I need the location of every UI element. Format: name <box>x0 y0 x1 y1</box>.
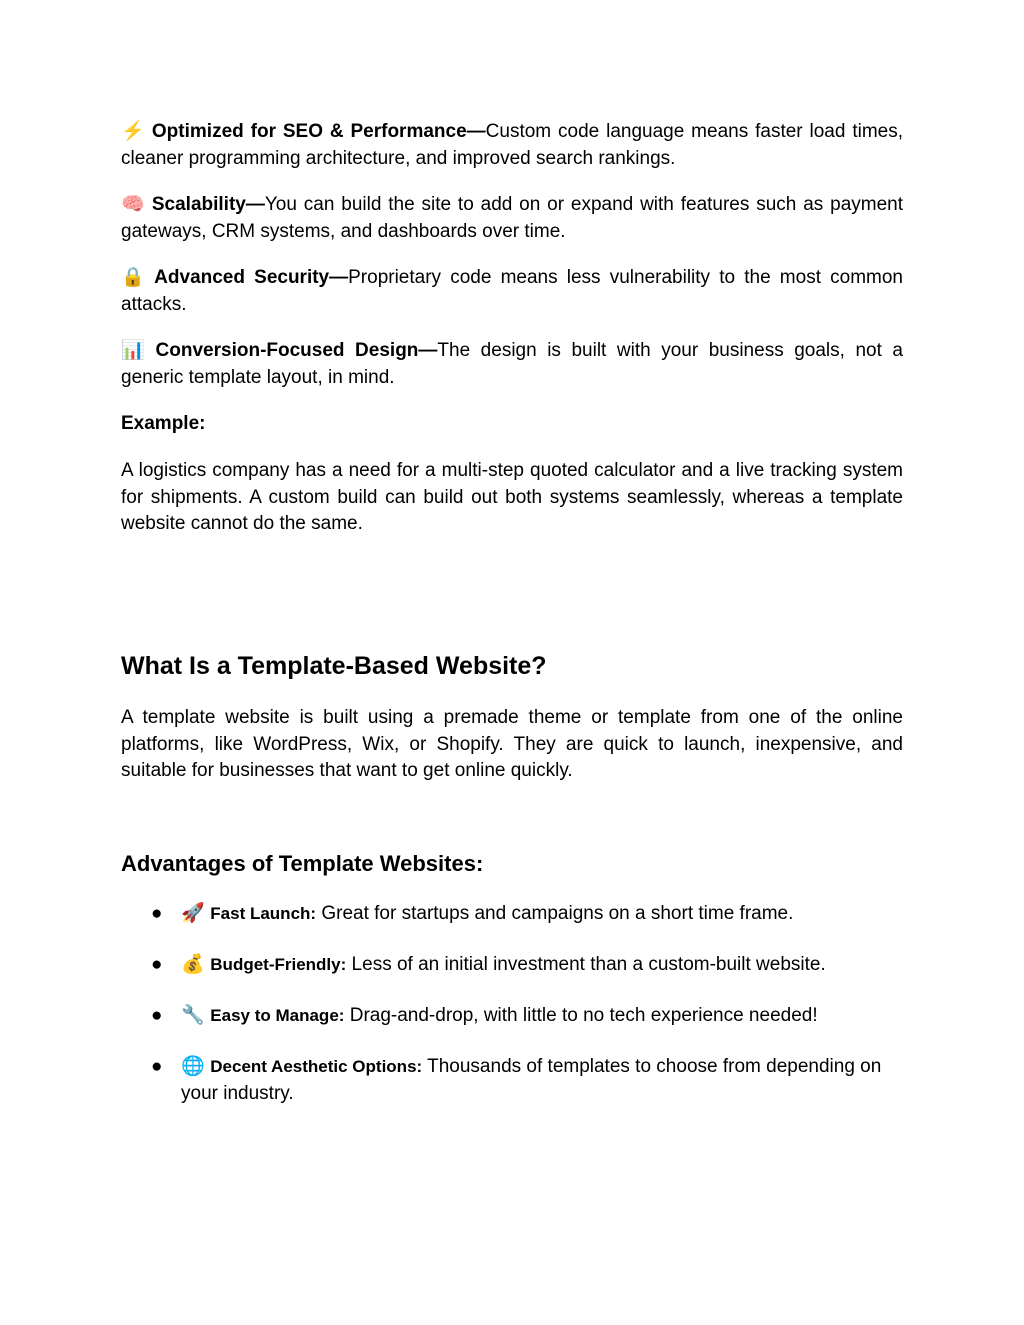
feature-conversion <box>121 338 903 391</box>
rocket-icon: 🚀 <box>181 903 205 924</box>
feature-text: You can build the site to add on or expand with features such as payment gateways, CRM systems, and dashboards over time. <box>121 194 903 242</box>
feature-title: Optimized for SEO & Performance— <box>151 121 486 142</box>
feature-text: Custom code language means faster load times, cleaner programming architecture, and improved search rankings. <box>121 121 904 169</box>
feature-scalability <box>121 192 903 245</box>
wrench-icon: 🔧 <box>181 1005 205 1026</box>
feature-title: Advanced Security— <box>154 267 349 288</box>
example-label: Example: <box>121 413 206 434</box>
example-text: A logistics company has a need for a multi-step quoted calculator and a live tracking system for shipments. A custom build can build out both systems seamlessly, whereas a template website cannot do the same. <box>121 460 903 534</box>
list-item: ● 🚀 Fast Launch: Great for startups and campaigns on a short time frame. <box>181 901 903 928</box>
feature-title: Scalability— <box>151 194 265 215</box>
list-item: ● 🌐 Decent Aesthetic Options: Thousands of templates to choose from depending on your industry. <box>151 1056 882 1104</box>
brain-icon: 🧠 <box>121 194 145 215</box>
feature-text: The design is built with your business goals, not a generic template layout, in mind. <box>121 340 903 388</box>
globe-icon: 🌐 <box>181 1056 205 1077</box>
intro-paragraph: A template website is built using a premade theme or template from one of the online platforms, like WordPress, Wix, or Shopify. They are quick to launch, inexpensive, and suitable for businesses that want to get online quickly. <box>121 707 903 781</box>
chart-icon: 📊 <box>121 340 145 361</box>
feature-text: Proprietary code means less vulnerability to the most common attacks. <box>121 267 903 315</box>
feature-seo <box>121 119 903 172</box>
section-heading: What Is a Template-Based Website? <box>121 652 547 680</box>
feature-title: Conversion-Focused Design— <box>155 340 438 361</box>
lock-icon: 🔒 <box>121 267 145 288</box>
money-bag-icon: 💰 <box>181 954 205 975</box>
list-item: ● 💰 Budget-Friendly: Less of an initial investment than a custom-built website. <box>181 952 903 979</box>
lightning-icon: ⚡ <box>121 121 145 142</box>
feature-security <box>121 265 903 318</box>
list-item: ● 🔧 Easy to Manage: Drag-and-drop, with little to no tech experience needed! <box>181 1003 903 1030</box>
subsection-heading: Advantages of Template Websites: <box>121 851 484 876</box>
